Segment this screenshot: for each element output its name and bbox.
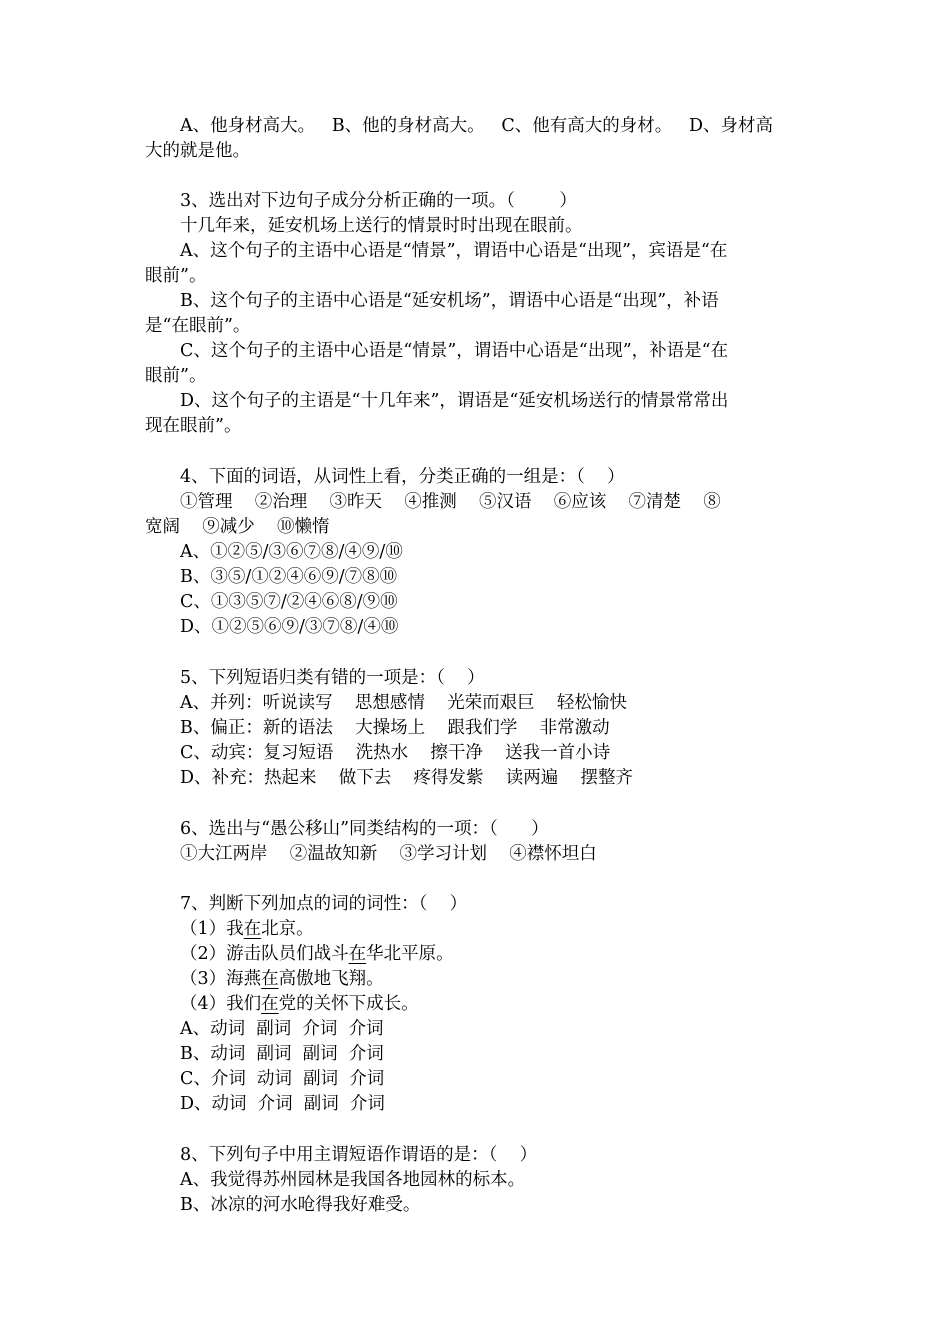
q5-option-c: C、动宾：复习短语 洗热水 擦干净 送我一首小诗 <box>180 743 611 763</box>
q7-s1-pre: （1）我 <box>180 919 244 939</box>
q4-option-c: C、①③⑤⑦/②④⑥⑧/⑨⑩ <box>180 592 398 612</box>
q8-stem: 8、下列句子中用主谓短语作谓语的是：（ ） <box>180 1145 538 1165</box>
q7-s2-pre: （2）游击队员们战斗 <box>180 944 349 964</box>
q7-s3-pre: （3）海燕 <box>180 969 262 989</box>
q3-option-c: C、这个句子的主语中心语是“情景”，谓语中心语是“出现”，补语是“在 <box>180 341 729 361</box>
q7-s4-post: 党的关怀下成长。 <box>278 994 419 1014</box>
q7-sentence-3 <box>180 967 820 992</box>
q4-option-a: A、①②⑤/③⑥⑦⑧/④⑨/⑩ <box>180 542 403 562</box>
q2-options: A、他身材高大。 B、他的身材高大。 C、他有高大的身材。 D、身材高 <box>180 116 773 136</box>
q3-option-d: D、这个句子的主语是“十几年来”，谓语是“延安机场送行的情景常常出 <box>180 391 729 411</box>
q5-option-b: B、偏正：新的语法 大操场上 跟我们学 非常激动 <box>180 718 610 738</box>
q8-option-a: A、我觉得苏州园林是我国各地园林的标本。 <box>180 1170 526 1190</box>
q6-stem: 6、选出与“愚公移山”同类结构的一项：（ ） <box>180 819 549 839</box>
q3-stem: 3、选出对下边句子成分分析正确的一项。（ ） <box>180 191 577 211</box>
q7-sentence-2 <box>180 942 820 967</box>
q7-s4-pre: （4）我们 <box>180 994 262 1014</box>
q3-option-a-cont: 眼前”。 <box>145 266 207 286</box>
q7-sentence-4 <box>180 992 820 1017</box>
q7-s3-post: 高傲地飞翔。 <box>278 969 384 989</box>
q7-option-b: B、动词 副词 副词 介词 <box>180 1044 384 1064</box>
q6-options: ①大江两岸 ②温故知新 ③学习计划 ④襟怀坦白 <box>180 844 597 864</box>
q7-s2-marked-word: 在 <box>348 944 367 964</box>
q4-stem: 4、下面的词语，从词性上看，分类正确的一组是：（ ） <box>180 467 625 487</box>
q5-option-d: D、补充：热起来 做下去 疼得发紫 读两遍 摆整齐 <box>180 768 634 788</box>
q3-option-b: B、这个句子的主语中心语是“延安机场”，谓语中心语是“出现”，补语 <box>180 291 719 311</box>
q4-option-b: B、③⑤/①②④⑥⑨/⑦⑧⑩ <box>180 567 398 587</box>
q7-option-c: C、介词 动词 副词 介词 <box>180 1069 385 1089</box>
q3-sentence: 十几年来，延安机场上送行的情景时时出现在眼前。 <box>180 216 583 236</box>
q5-stem: 5、下列短语归类有错的一项是：（ ） <box>180 668 485 688</box>
q7-s4-marked-word: 在 <box>261 994 279 1014</box>
q3-option-a: A、这个句子的主语中心语是“情景”，谓语中心语是“出现”，宾语是“在 <box>180 241 728 261</box>
q7-s2-post: 华北平原。 <box>366 944 454 964</box>
q7-s1-marked-word: 在 <box>243 919 262 939</box>
q7-option-d: D、动词 介词 副词 介词 <box>180 1094 385 1114</box>
q7-s3-marked-word: 在 <box>261 969 279 989</box>
q7-s1-post: 北京。 <box>261 919 314 939</box>
q2-options-cont: 大的就是他。 <box>145 141 250 161</box>
q5-option-a: A、并列：听说读写 思想感情 光荣而艰巨 轻松愉快 <box>180 693 627 713</box>
q3-option-c-cont: 眼前”。 <box>145 366 207 386</box>
q4-words-cont: 宽阔 ⑨减少 ⑩懒惰 <box>145 517 330 537</box>
q8-option-b: B、冰凉的河水呛得我好难受。 <box>180 1195 421 1215</box>
q4-option-d: D、①②⑤⑥⑨/③⑦⑧/④⑩ <box>180 617 399 637</box>
q4-words: ①管理 ②治理 ③昨天 ④推测 ⑤汉语 ⑥应该 ⑦清楚 ⑧ <box>180 492 721 512</box>
q7-option-a: A、动词 副词 介词 介词 <box>180 1019 384 1039</box>
q3-option-b-cont: 是“在眼前”。 <box>145 316 251 336</box>
q7-stem: 7、判断下列加点的词的词性：（ ） <box>180 894 468 914</box>
q3-option-d-cont: 现在眼前”。 <box>145 416 242 436</box>
q7-sentence-1 <box>180 917 820 942</box>
